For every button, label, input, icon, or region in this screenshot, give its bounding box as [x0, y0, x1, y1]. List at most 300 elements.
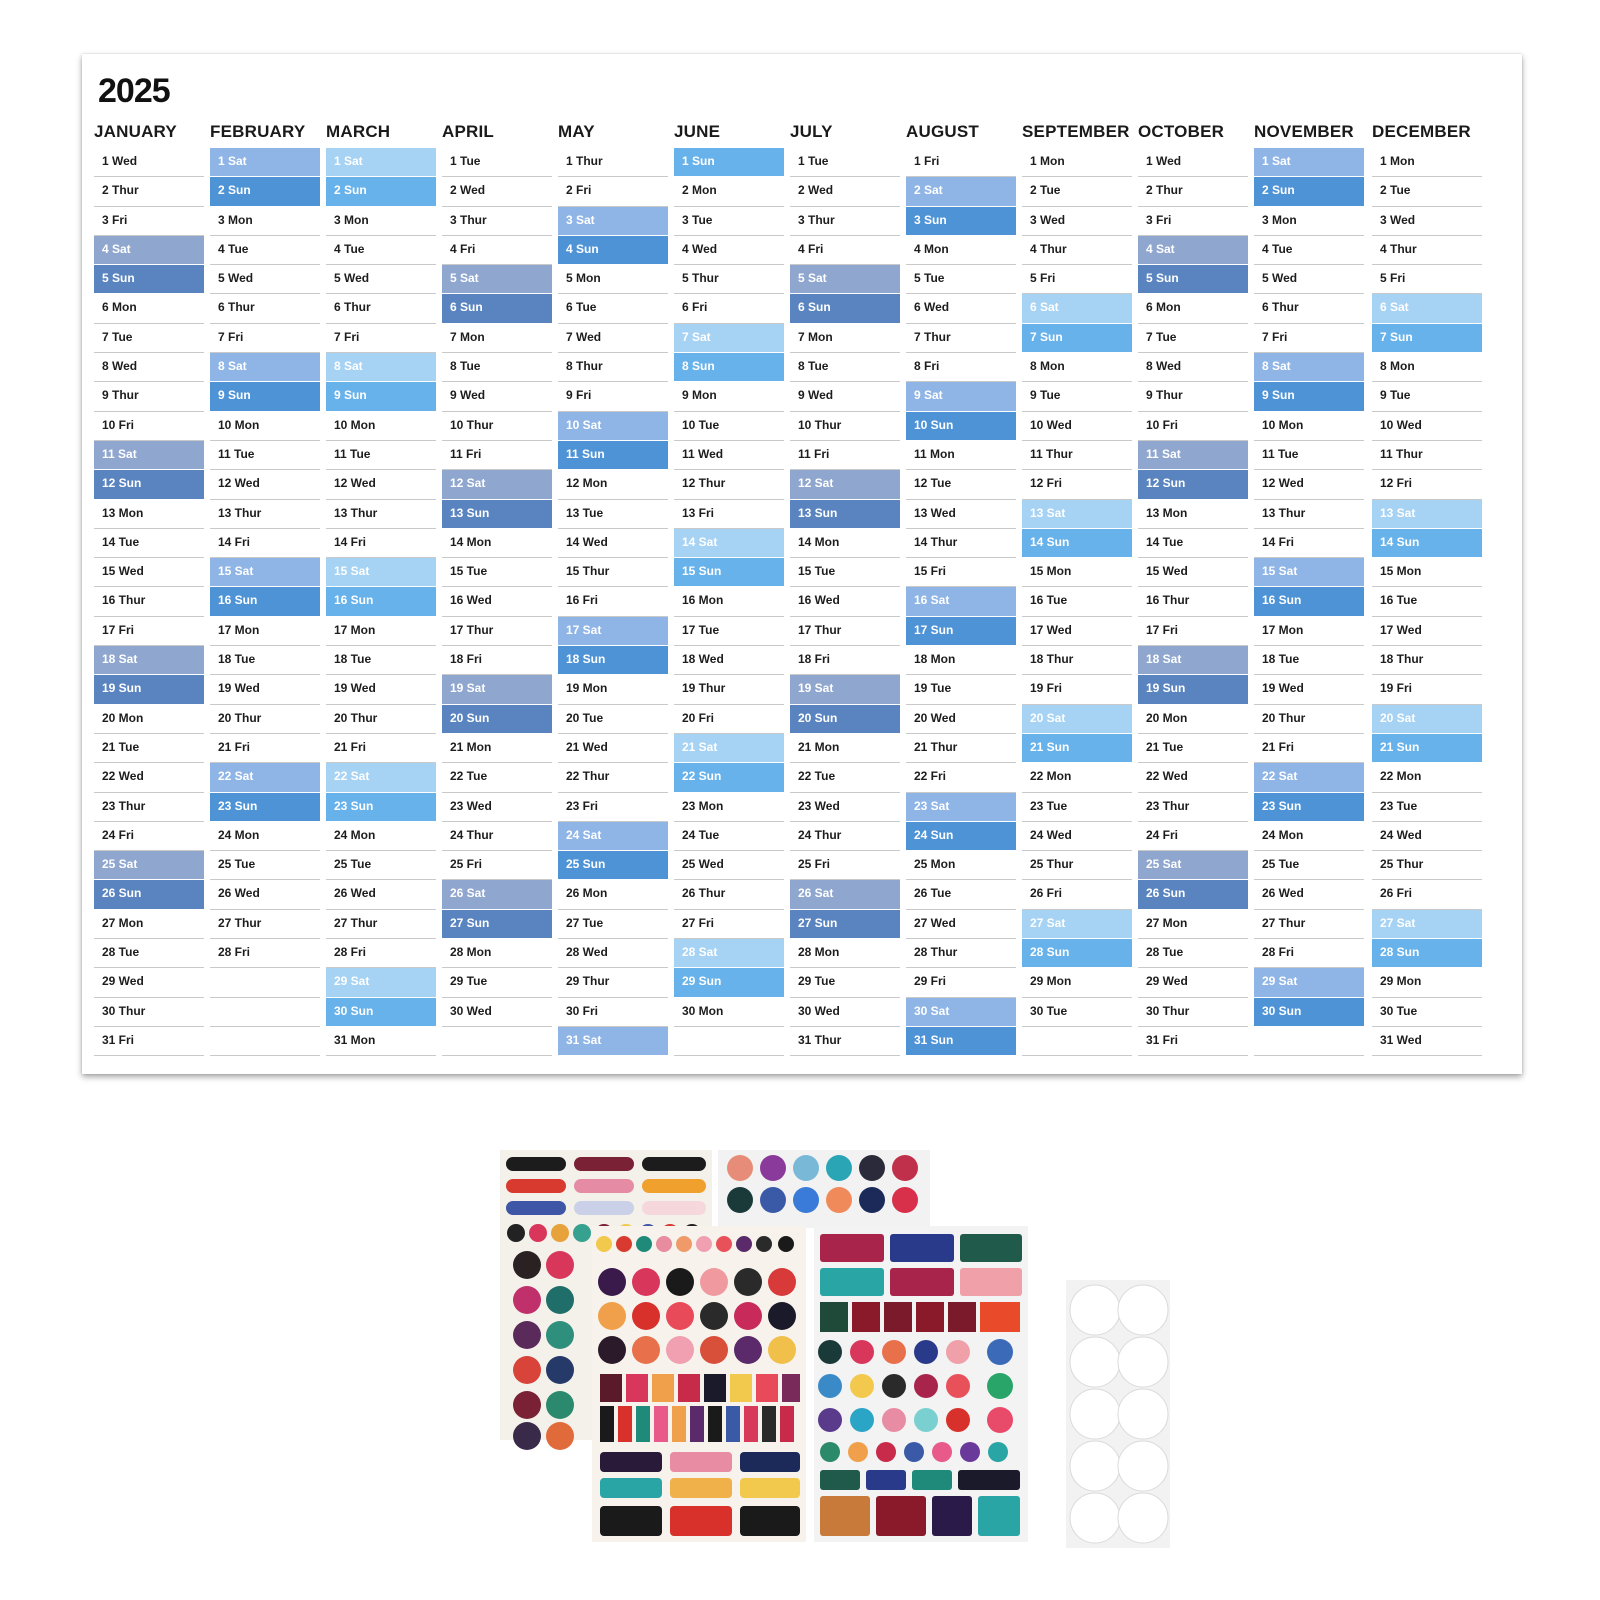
- day-cell: 13 Thur: [326, 500, 436, 529]
- day-cell: 25 Thur: [1022, 851, 1132, 880]
- day-cell: 12 Fri: [1372, 470, 1482, 499]
- day-cell: 31 Fri: [94, 1027, 204, 1056]
- day-cell: 30 Fri: [558, 998, 668, 1027]
- day-cell: 26 Mon: [558, 880, 668, 909]
- day-cell: 1 Wed: [1138, 148, 1248, 177]
- day-cell: 12 Mon: [558, 470, 668, 499]
- day-cell: 31 Mon: [326, 1027, 436, 1056]
- day-cell: 2 Mon: [674, 177, 784, 206]
- day-cell: 28 Wed: [558, 939, 668, 968]
- day-cell: 22 Tue: [442, 763, 552, 792]
- day-cell: 26 Thur: [674, 880, 784, 909]
- day-cell: 6 Sun: [442, 294, 552, 323]
- day-cell: 24 Sun: [906, 822, 1016, 851]
- day-cell: 27 Thur: [210, 910, 320, 939]
- day-cell: 8 Tue: [442, 353, 552, 382]
- day-cell: 28 Mon: [790, 939, 900, 968]
- day-cell: 8 Sat: [1254, 353, 1364, 382]
- day-cell: 16 Sun: [1254, 587, 1364, 616]
- day-cell: 17 Thur: [442, 617, 552, 646]
- day-cell: 18 Tue: [210, 646, 320, 675]
- day-cell: 16 Fri: [558, 587, 668, 616]
- day-cell: 18 Wed: [674, 646, 784, 675]
- day-cell: 19 Tue: [906, 675, 1016, 704]
- day-cell: 12 Wed: [210, 470, 320, 499]
- day-cell: 31 Thur: [790, 1027, 900, 1056]
- day-cell: 7 Sat: [674, 324, 784, 353]
- day-cell: 3 Sun: [906, 207, 1016, 236]
- day-cell: 27 Wed: [906, 910, 1016, 939]
- day-cell: 10 Mon: [1254, 412, 1364, 441]
- day-cell: 16 Mon: [674, 587, 784, 616]
- day-cell: 22 Mon: [1372, 763, 1482, 792]
- day-cell: 10 Sat: [558, 412, 668, 441]
- day-cell: 8 Sat: [326, 353, 436, 382]
- day-cell: 4 Sat: [1138, 236, 1248, 265]
- day-cell: 11 Fri: [790, 441, 900, 470]
- day-cell: 26 Tue: [906, 880, 1016, 909]
- day-cell: 22 Wed: [94, 763, 204, 792]
- day-cell: 19 Sun: [94, 675, 204, 704]
- day-cell: 15 Tue: [442, 558, 552, 587]
- day-cell: 10 Fri: [1138, 412, 1248, 441]
- day-cell: 22 Wed: [1138, 763, 1248, 792]
- day-cell: 27 Sat: [1022, 910, 1132, 939]
- day-cell: 27 Mon: [1138, 910, 1248, 939]
- day-cell: 17 Thur: [790, 617, 900, 646]
- day-cell: 17 Wed: [1372, 617, 1482, 646]
- day-cell: 29 Wed: [94, 968, 204, 997]
- day-cell: 10 Thur: [790, 412, 900, 441]
- month-name: SEPTEMBER: [1022, 122, 1130, 141]
- day-cell: 15 Mon: [1372, 558, 1482, 587]
- day-cell: 5 Tue: [906, 265, 1016, 294]
- day-cell: 31 Fri: [1138, 1027, 1248, 1056]
- sticker-sheet-front-right: [814, 1226, 1028, 1542]
- day-cell: 2 Fri: [558, 177, 668, 206]
- day-cell: 23 Wed: [442, 793, 552, 822]
- day-cell: 10 Mon: [326, 412, 436, 441]
- day-cell: 9 Tue: [1372, 382, 1482, 411]
- day-cell: 2 Thur: [1138, 177, 1248, 206]
- day-cell: 18 Sat: [1138, 646, 1248, 675]
- day-cell: 11 Sun: [558, 441, 668, 470]
- day-cell: 25 Sat: [1138, 851, 1248, 880]
- day-cell: 15 Tue: [790, 558, 900, 587]
- day-cell: 24 Tue: [674, 822, 784, 851]
- day-cell: 19 Fri: [1372, 675, 1482, 704]
- day-cell: 20 Tue: [558, 705, 668, 734]
- day-cell: 21 Sun: [1372, 734, 1482, 763]
- day-cell: 16 Sun: [326, 587, 436, 616]
- day-cell: 21 Wed: [558, 734, 668, 763]
- day-cell: 26 Wed: [326, 880, 436, 909]
- day-cell: 21 Tue: [1138, 734, 1248, 763]
- day-cell: 3 Mon: [210, 207, 320, 236]
- day-cell: 9 Mon: [674, 382, 784, 411]
- day-cell: 30 Sat: [906, 998, 1016, 1027]
- day-cell: 17 Fri: [1138, 617, 1248, 646]
- day-cell: 2 Sun: [1254, 177, 1364, 206]
- day-cell: 2 Tue: [1022, 177, 1132, 206]
- day-cell: 20 Thur: [1254, 705, 1364, 734]
- day-cell: 14 Wed: [558, 529, 668, 558]
- day-cell: 16 Tue: [1022, 587, 1132, 616]
- day-cell: 28 Sat: [674, 939, 784, 968]
- day-cell: 24 Sat: [558, 822, 668, 851]
- day-cell: 18 Fri: [790, 646, 900, 675]
- sticker-sheet-back-right: [718, 1150, 930, 1228]
- year-title: 2025: [98, 72, 170, 110]
- day-cell: 16 Sat: [906, 587, 1016, 616]
- day-cell: 4 Sun: [558, 236, 668, 265]
- day-cell: 20 Mon: [1138, 705, 1248, 734]
- day-cell: 3 Tue: [674, 207, 784, 236]
- day-cell: 3 Mon: [326, 207, 436, 236]
- month-name: MARCH: [326, 122, 391, 141]
- day-cell: 30 Sun: [1254, 998, 1364, 1027]
- day-cell: 14 Fri: [1254, 529, 1364, 558]
- day-cell: 28 Fri: [210, 939, 320, 968]
- day-cell: 29 Mon: [1022, 968, 1132, 997]
- day-cell: 7 Fri: [326, 324, 436, 353]
- day-cell: 20 Fri: [674, 705, 784, 734]
- day-cell: 27 Thur: [1254, 910, 1364, 939]
- day-cell: 16 Sun: [210, 587, 320, 616]
- day-cell: 22 Thur: [558, 763, 668, 792]
- day-cell: 26 Sat: [790, 880, 900, 909]
- day-cell: 23 Wed: [790, 793, 900, 822]
- day-cell: 14 Fri: [210, 529, 320, 558]
- day-cell: 14 Tue: [1138, 529, 1248, 558]
- day-cell: 30 Wed: [442, 998, 552, 1027]
- day-cell: 2 Tue: [1372, 177, 1482, 206]
- day-cell: 3 Fri: [1138, 207, 1248, 236]
- day-cell: 25 Wed: [674, 851, 784, 880]
- day-cell: 13 Sat: [1022, 500, 1132, 529]
- day-cell: 29 Mon: [1372, 968, 1482, 997]
- day-cell: 25 Fri: [790, 851, 900, 880]
- month-name: NOVEMBER: [1254, 122, 1354, 141]
- day-cell: 7 Sun: [1372, 324, 1482, 353]
- day-cell: 6 Sat: [1022, 294, 1132, 323]
- day-cell: 21 Fri: [210, 734, 320, 763]
- day-cell: 5 Fri: [1372, 265, 1482, 294]
- day-cell: 28 Fri: [1254, 939, 1364, 968]
- sticker-sheet-front-middle: [592, 1226, 806, 1542]
- day-cell: 5 Fri: [1022, 265, 1132, 294]
- day-cell: 25 Mon: [906, 851, 1016, 880]
- day-cell: 11 Thur: [1372, 441, 1482, 470]
- day-cell: 2 Sat: [906, 177, 1016, 206]
- day-cell: 25 Thur: [1372, 851, 1482, 880]
- day-cell: 29 Sun: [674, 968, 784, 997]
- day-cell: 23 Sun: [210, 793, 320, 822]
- day-cell: 26 Sat: [442, 880, 552, 909]
- day-cell: 30 Thur: [94, 998, 204, 1027]
- month-name: OCTOBER: [1138, 122, 1225, 141]
- day-cell: 6 Thur: [326, 294, 436, 323]
- day-cell: 16 Wed: [442, 587, 552, 616]
- day-cell: 23 Mon: [674, 793, 784, 822]
- day-cell: 6 Fri: [674, 294, 784, 323]
- day-cell: 11 Tue: [1254, 441, 1364, 470]
- day-cell: 26 Sun: [94, 880, 204, 909]
- day-cell: 23 Sun: [326, 793, 436, 822]
- day-cell: 28 Tue: [94, 939, 204, 968]
- day-cell: 7 Mon: [790, 324, 900, 353]
- day-cell: 13 Fri: [674, 500, 784, 529]
- day-cell: 11 Tue: [210, 441, 320, 470]
- day-cell: 14 Thur: [906, 529, 1016, 558]
- day-cell: 26 Wed: [210, 880, 320, 909]
- day-cell: 5 Mon: [558, 265, 668, 294]
- day-cell: 4 Tue: [1254, 236, 1364, 265]
- day-cell: 27 Fri: [674, 910, 784, 939]
- day-cell: 18 Fri: [442, 646, 552, 675]
- day-cell: 10 Mon: [210, 412, 320, 441]
- day-cell: 6 Sat: [1372, 294, 1482, 323]
- day-cell: 1 Fri: [906, 148, 1016, 177]
- day-cell: 24 Mon: [1254, 822, 1364, 851]
- day-cell: 22 Fri: [906, 763, 1016, 792]
- day-cell: 5 Wed: [326, 265, 436, 294]
- day-cell: 19 Sun: [1138, 675, 1248, 704]
- day-cell: 17 Sun: [906, 617, 1016, 646]
- day-cell: 20 Sat: [1022, 705, 1132, 734]
- day-cell: 22 Sat: [326, 763, 436, 792]
- day-cell: 19 Thur: [674, 675, 784, 704]
- day-cell: 2 Sun: [210, 177, 320, 206]
- day-cell: 22 Sat: [210, 763, 320, 792]
- day-cell: 8 Mon: [1022, 353, 1132, 382]
- day-cell: 7 Wed: [558, 324, 668, 353]
- day-cell: 25 Tue: [1254, 851, 1364, 880]
- day-cell: 30 Wed: [790, 998, 900, 1027]
- day-cell: 27 Tue: [558, 910, 668, 939]
- day-cell: 16 Thur: [94, 587, 204, 616]
- day-cell: 1 Sat: [210, 148, 320, 177]
- day-cell: 4 Fri: [442, 236, 552, 265]
- day-cell: 7 Mon: [442, 324, 552, 353]
- day-cell: 7 Fri: [210, 324, 320, 353]
- day-cell: 17 Fri: [94, 617, 204, 646]
- day-cell: 28 Sun: [1372, 939, 1482, 968]
- day-cell: 20 Thur: [326, 705, 436, 734]
- day-cell: 6 Thur: [210, 294, 320, 323]
- day-cell: 19 Sat: [790, 675, 900, 704]
- day-cell: 1 Tue: [442, 148, 552, 177]
- day-cell: 1 Sun: [674, 148, 784, 177]
- day-cell: 14 Fri: [326, 529, 436, 558]
- day-cell: 4 Tue: [210, 236, 320, 265]
- day-cell: 29 Thur: [558, 968, 668, 997]
- day-cell: 7 Thur: [906, 324, 1016, 353]
- month-name: JULY: [790, 122, 833, 141]
- day-cell: 15 Sun: [674, 558, 784, 587]
- day-cell: 21 Sat: [674, 734, 784, 763]
- day-cell: 31 Wed: [1372, 1027, 1482, 1056]
- day-cell: 2 Wed: [790, 177, 900, 206]
- day-cell: 21 Tue: [94, 734, 204, 763]
- day-cell: 19 Wed: [1254, 675, 1364, 704]
- day-cell: 12 Tue: [906, 470, 1016, 499]
- day-cell: 7 Sun: [1022, 324, 1132, 353]
- day-cell: 19 Wed: [326, 675, 436, 704]
- month-name: APRIL: [442, 122, 494, 141]
- day-cell: 23 Fri: [558, 793, 668, 822]
- day-cell: 27 Sun: [790, 910, 900, 939]
- day-cell: 4 Wed: [674, 236, 784, 265]
- day-cell: 1 Tue: [790, 148, 900, 177]
- day-cell: 1 Sat: [326, 148, 436, 177]
- day-cell: 14 Sun: [1372, 529, 1482, 558]
- day-cell: 15 Wed: [1138, 558, 1248, 587]
- day-cell: 5 Sun: [1138, 265, 1248, 294]
- day-cell: 3 Wed: [1372, 207, 1482, 236]
- day-cell: 11 Mon: [906, 441, 1016, 470]
- day-cell: 5 Sun: [94, 265, 204, 294]
- day-cell: 16 Wed: [790, 587, 900, 616]
- day-cell: 14 Tue: [94, 529, 204, 558]
- day-cell: 14 Sat: [674, 529, 784, 558]
- day-cell: 29 Fri: [906, 968, 1016, 997]
- day-cell: 15 Wed: [94, 558, 204, 587]
- day-cell: 4 Thur: [1022, 236, 1132, 265]
- day-cell: 20 Thur: [210, 705, 320, 734]
- day-cell: 23 Tue: [1022, 793, 1132, 822]
- month-name: MAY: [558, 122, 595, 141]
- day-cell: 9 Thur: [94, 382, 204, 411]
- day-cell: 9 Wed: [442, 382, 552, 411]
- day-cell: 15 Sat: [1254, 558, 1364, 587]
- day-cell: 27 Mon: [94, 910, 204, 939]
- day-cell: 20 Mon: [94, 705, 204, 734]
- day-cell: 12 Thur: [674, 470, 784, 499]
- day-cell: 1 Mon: [1372, 148, 1482, 177]
- day-cell: 29 Sat: [326, 968, 436, 997]
- day-cell: 22 Sat: [1254, 763, 1364, 792]
- day-cell: 5 Wed: [210, 265, 320, 294]
- day-cell: 3 Sat: [558, 207, 668, 236]
- day-cell: 11 Sat: [1138, 441, 1248, 470]
- day-cell: 26 Fri: [1372, 880, 1482, 909]
- day-cell: 15 Thur: [558, 558, 668, 587]
- day-cell: 25 Fri: [442, 851, 552, 880]
- day-cell: 8 Sun: [674, 353, 784, 382]
- day-cell: 18 Thur: [1372, 646, 1482, 675]
- day-cell: 13 Mon: [94, 500, 204, 529]
- day-cell: 31 Sun: [906, 1027, 1016, 1056]
- day-cell: 10 Sun: [906, 412, 1016, 441]
- day-cell: 18 Tue: [326, 646, 436, 675]
- day-cell: 9 Sat: [906, 382, 1016, 411]
- day-cell: 30 Tue: [1022, 998, 1132, 1027]
- day-cell: 29 Sat: [1254, 968, 1364, 997]
- day-cell: 25 Tue: [210, 851, 320, 880]
- day-cell: 15 Sat: [326, 558, 436, 587]
- day-cell: 25 Sat: [94, 851, 204, 880]
- month-name: FEBRUARY: [210, 122, 306, 141]
- day-cell: 2 Thur: [94, 177, 204, 206]
- day-cell: 23 Thur: [94, 793, 204, 822]
- day-cell: 13 Sun: [790, 500, 900, 529]
- day-cell: 4 Fri: [790, 236, 900, 265]
- day-cell: 15 Mon: [1022, 558, 1132, 587]
- day-cell: 10 Wed: [1372, 412, 1482, 441]
- day-cell: 21 Mon: [442, 734, 552, 763]
- day-cell: 15 Fri: [906, 558, 1016, 587]
- day-cell: 4 Tue: [326, 236, 436, 265]
- day-cell: 19 Fri: [1022, 675, 1132, 704]
- day-cell: 16 Tue: [1372, 587, 1482, 616]
- day-cell: 17 Mon: [1254, 617, 1364, 646]
- day-cell: 29 Wed: [1138, 968, 1248, 997]
- day-cell: 1 Thur: [558, 148, 668, 177]
- day-cell: 8 Fri: [906, 353, 1016, 382]
- day-cell: 10 Wed: [1022, 412, 1132, 441]
- day-cell: 1 Wed: [94, 148, 204, 177]
- day-cell: 13 Wed: [906, 500, 1016, 529]
- day-cell: 17 Mon: [326, 617, 436, 646]
- day-cell: 10 Tue: [674, 412, 784, 441]
- day-cell: 5 Wed: [1254, 265, 1364, 294]
- day-cell: 30 Tue: [1372, 998, 1482, 1027]
- day-cell: 20 Sat: [1372, 705, 1482, 734]
- day-cell: 2 Wed: [442, 177, 552, 206]
- day-cell: 5 Thur: [674, 265, 784, 294]
- day-cell: 8 Tue: [790, 353, 900, 382]
- day-cell: 24 Fri: [94, 822, 204, 851]
- day-cell: 6 Mon: [94, 294, 204, 323]
- day-cell: 30 Sun: [326, 998, 436, 1027]
- day-cell: 28 Sun: [1022, 939, 1132, 968]
- day-cell: 11 Tue: [326, 441, 436, 470]
- month-name: DECEMBER: [1372, 122, 1471, 141]
- day-cell: 8 Thur: [558, 353, 668, 382]
- day-cell: 3 Thur: [790, 207, 900, 236]
- day-cell: 26 Sun: [1138, 880, 1248, 909]
- day-cell: 21 Mon: [790, 734, 900, 763]
- day-cell: 14 Mon: [790, 529, 900, 558]
- day-cell: 11 Sat: [94, 441, 204, 470]
- day-cell: 31 Sat: [558, 1027, 668, 1056]
- day-cell: 23 Sat: [906, 793, 1016, 822]
- day-cell: 23 Sun: [1254, 793, 1364, 822]
- day-cell: 14 Mon: [442, 529, 552, 558]
- day-cell: 12 Fri: [1022, 470, 1132, 499]
- day-cell: 24 Mon: [210, 822, 320, 851]
- day-cell: 28 Tue: [1138, 939, 1248, 968]
- day-cell: 26 Wed: [1254, 880, 1364, 909]
- day-cell: 22 Mon: [1022, 763, 1132, 792]
- day-cell: 22 Tue: [790, 763, 900, 792]
- day-cell: 6 Sun: [790, 294, 900, 323]
- day-cell: 12 Sun: [1138, 470, 1248, 499]
- day-cell: 13 Mon: [1138, 500, 1248, 529]
- day-cell: 13 Thur: [210, 500, 320, 529]
- day-cell: 28 Thur: [906, 939, 1016, 968]
- day-cell: 9 Tue: [1022, 382, 1132, 411]
- day-cell: 29 Tue: [442, 968, 552, 997]
- day-cell: 27 Sat: [1372, 910, 1482, 939]
- day-cell: 14 Sun: [1022, 529, 1132, 558]
- day-cell: 6 Thur: [1254, 294, 1364, 323]
- day-cell: 5 Sat: [442, 265, 552, 294]
- day-cell: 27 Thur: [326, 910, 436, 939]
- day-cell: 23 Tue: [1372, 793, 1482, 822]
- day-cell: 11 Fri: [442, 441, 552, 470]
